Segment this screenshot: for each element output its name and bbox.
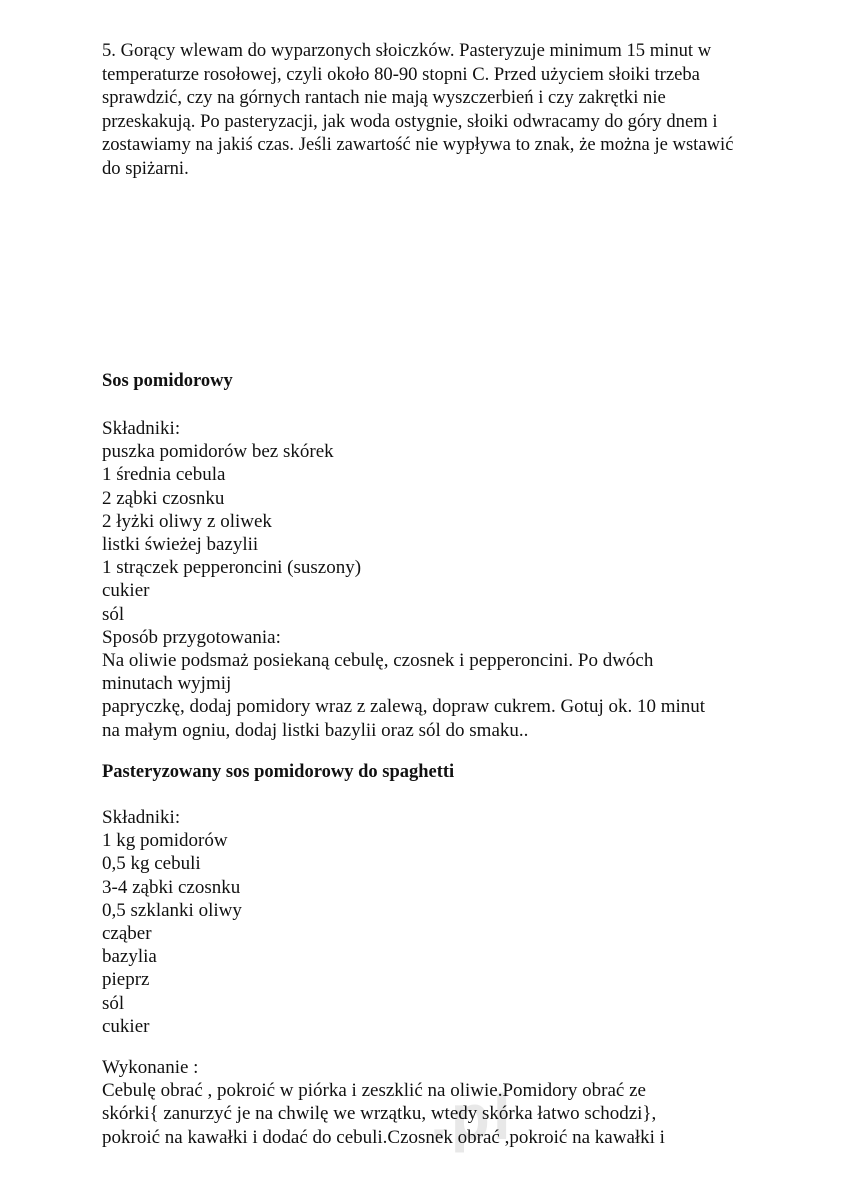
- text-line: puszka pomidorów bez skórek: [102, 441, 334, 463]
- text-line: Na oliwie podsmaż posiekaną cebulę, czosnek i pepperoncini. Po dwóch: [102, 650, 654, 672]
- recipe-title-pasteryzowany-sos: Pasteryzowany sos pomidorowy do spaghetti: [102, 762, 455, 782]
- text-line: 1 strączek pepperoncini (suszony): [102, 557, 362, 579]
- ingredient-line: pieprz: [102, 969, 150, 991]
- ingredient-line: 0,5 kg cebuli: [102, 853, 201, 875]
- ingredient-line: cząber: [102, 923, 152, 945]
- watermark: .pl: [430, 1081, 514, 1153]
- method-line: Cebulę obrać , pokroić w piórka i zeszklić na oliwie.Pomidory obrać ze: [102, 1080, 646, 1102]
- method-line: pokroić na kawałki i dodać do cebuli.Czosnek obrać ,pokroić na kawałki i: [102, 1126, 665, 1148]
- ingredient-line: 0,5 szklanki oliwy: [102, 899, 242, 921]
- text-line: listki świeżej bazylii: [102, 534, 259, 556]
- recipe2-method: [102, 1056, 665, 1149]
- document-page: [102, 0, 752, 1200]
- ingredient-line: bazylia: [102, 946, 157, 968]
- recipe1-body: [102, 417, 705, 742]
- ingredient-line: 1 kg pomidorów: [102, 830, 228, 852]
- text-line: na małym ogniu, dodaj listki bazylii oraz sól do smaku..: [102, 719, 529, 741]
- ingredient-line: Składniki:: [102, 807, 181, 828]
- recipe-title-sos-pomidorowy: Sos pomidorowy: [102, 371, 233, 391]
- text-line: 2 łyżki oliwy z oliwek: [102, 510, 272, 532]
- text-line: 2 ząbki czosnku: [102, 487, 225, 509]
- ingredient-line: cukier: [102, 1015, 150, 1037]
- intro-paragraph: 5. Gorący wlewam do wyparzonych słoiczków. Pasteryzuje minimum 15 minut w temperaturze rosołowej, czyli około 80-90 stopni C. Przed użyciem słoiki trzeba sprawdzić, czy na górnych rantach nie mają wyszczerbień i czy zakrętki nie przeskakują. Po pasteryzacji, jak woda ostygnie, słoiki odwracamy do góry dnem i zostawiamy na jakiś czas. Jeśli zawartość nie wypływa to znak, że można je wstawić do spiżarni.: [102, 40, 734, 179]
- text-line: minutach wyjmij: [102, 673, 232, 695]
- ingredient-line: 3-4 ząbki czosnku: [102, 876, 241, 898]
- text-line: sól: [102, 603, 125, 625]
- text-line: Sposób przygotowania:: [102, 626, 281, 648]
- text-line: Składniki:: [102, 418, 181, 439]
- text-line: 1 średnia cebula: [102, 464, 226, 486]
- method-line: skórki{ zanurzyć je na chwilę we wrzątku, wtedy skórka łatwo schodzi},: [102, 1103, 657, 1125]
- text-line: papryczkę, dodaj pomidory wraz z zalewą, dopraw cukrem. Gotuj ok. 10 minut: [102, 696, 706, 718]
- ingredient-line: sól: [102, 992, 125, 1014]
- text-line: cukier: [102, 580, 150, 602]
- recipe2-ingredients: [102, 806, 242, 1038]
- method-line: Wykonanie :: [102, 1057, 199, 1078]
